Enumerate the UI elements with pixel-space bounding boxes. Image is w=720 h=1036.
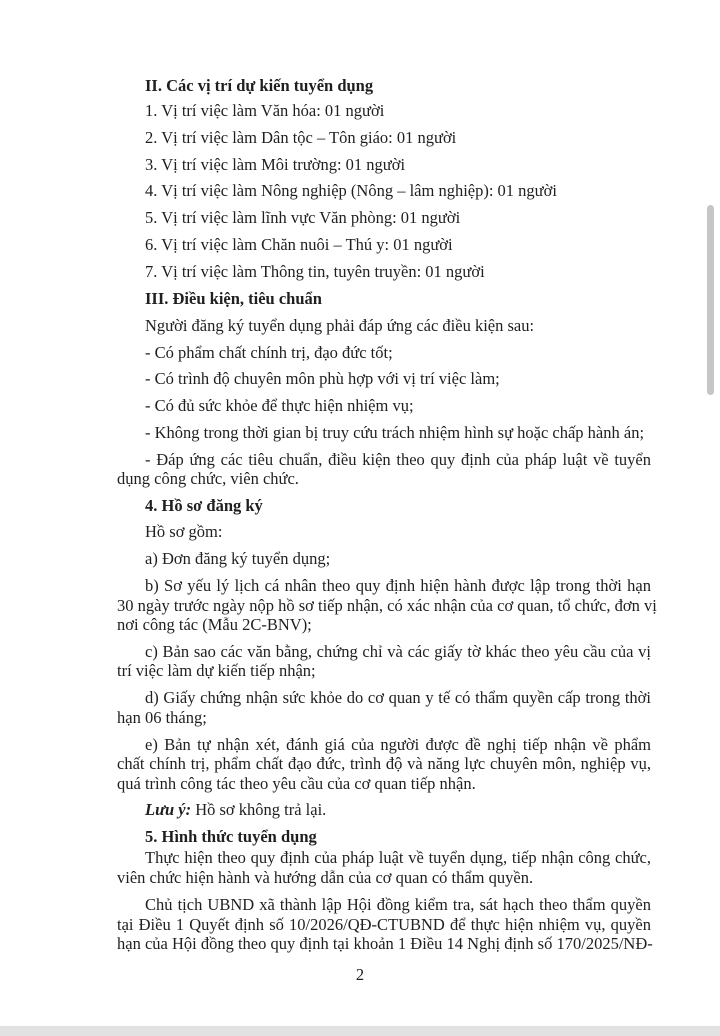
position-item: 7. Vị trí việc làm Thông tin, tuyên truyền: 01 người	[145, 262, 485, 281]
position-item: 3. Vị trí việc làm Môi trường: 01 người	[145, 155, 406, 174]
dossier-item-b-line: 30 ngày trước ngày nộp hồ sơ tiếp nhận, có xác nhận của cơ quan, tổ chức, đơn vị	[117, 596, 657, 615]
recruitment-paragraph-line: viên chức hiện hành và hướng dẫn của cơ quan có thẩm quyền.	[117, 868, 534, 887]
section-heading-dossier: 4. Hồ sơ đăng ký	[145, 496, 263, 515]
council-paragraph-line: hạn của Hội đồng theo quy định tại khoản 1 Điều 14 Nghị định số 170/2025/NĐ-	[117, 934, 653, 953]
condition-item: - Không trong thời gian bị truy cứu trách nhiệm hình sự hoặc chấp hành án;	[145, 423, 645, 442]
council-paragraph: Chủ tịch UBND xã thành lập Hội đồng kiểm tra, sát hạch theo thẩm quyền	[145, 895, 651, 914]
dossier-item-d-line: hạn 06 tháng;	[117, 708, 207, 727]
condition-item: - Có đủ sức khỏe để thực hiện nhiệm vụ;	[145, 396, 414, 415]
dossier-item-c: c) Bản sao các văn bằng, chứng chỉ và các giấy tờ khác theo yêu cầu của vị	[145, 642, 651, 661]
position-item: 1. Vị trí việc làm Văn hóa: 01 người	[145, 101, 385, 120]
condition-item: - Đáp ứng các tiêu chuẩn, điều kiện theo quy định của pháp luật về tuyển	[145, 450, 651, 469]
position-item: 6. Vị trí việc làm Chăn nuôi – Thú y: 01 người	[145, 235, 453, 254]
scrollbar-thumb[interactable]	[707, 205, 714, 395]
section-heading-positions: II. Các vị trí dự kiến tuyển dụng	[145, 76, 374, 95]
note-label: Lưu ý:	[145, 800, 192, 819]
dossier-item-e-line: quá trình công tác theo yêu cầu của cơ quan tiếp nhận.	[117, 774, 476, 793]
position-item: 5. Vị trí việc làm lĩnh vực Văn phòng: 01 người	[145, 208, 461, 227]
position-item: 2. Vị trí việc làm Dân tộc – Tôn giáo: 01 người	[145, 128, 457, 147]
recruitment-paragraph: Thực hiện theo quy định của pháp luật về tuyển dụng, tiếp nhận công chức,	[145, 848, 651, 867]
viewer-bottom-edge	[0, 1026, 720, 1036]
council-paragraph-line: tại Điều 1 Quyết định số 10/2026/QĐ-CTUBND để thực hiện nhiệm vụ, quyền	[117, 915, 651, 934]
page-number: 2	[355, 965, 365, 984]
dossier-item-c-line: trí việc làm dự kiến tiếp nhận;	[117, 661, 316, 680]
dossier-item-b-line: nơi công tác (Mẫu 2C-BNV);	[117, 615, 312, 634]
condition-item: - Có trình độ chuyên môn phù hợp với vị trí việc làm;	[145, 369, 500, 388]
dossier-item-e: e) Bản tự nhận xét, đánh giá của người được đề nghị tiếp nhận về phẩm	[145, 735, 651, 754]
condition-item-continuation: dụng công chức, viên chức.	[117, 469, 299, 488]
dossier-intro: Hồ sơ gồm:	[145, 522, 223, 541]
note-text: Hồ sơ không trả lại.	[191, 800, 327, 819]
dossier-item-a: a) Đơn đăng ký tuyển dụng;	[145, 549, 331, 568]
position-item: 4. Vị trí việc làm Nông nghiệp (Nông – lâm nghiệp): 01 người	[145, 181, 557, 200]
dossier-item-e-line: chất chính trị, phẩm chất đạo đức, trình độ và năng lực chuyên môn, nghiệp vụ,	[117, 754, 651, 773]
dossier-item-b: b) Sơ yếu lý lịch cá nhân theo quy định hiện hành được lập trong thời hạn	[145, 576, 651, 595]
section-heading-conditions: III. Điều kiện, tiêu chuẩn	[145, 289, 322, 308]
dossier-item-d: d) Giấy chứng nhận sức khỏe do cơ quan y tế có thẩm quyền cấp trong thời	[145, 688, 651, 707]
dossier-note	[145, 800, 326, 820]
section-heading-recruitment-form: 5. Hình thức tuyển dụng	[145, 827, 317, 846]
condition-item: - Có phẩm chất chính trị, đạo đức tốt;	[145, 343, 393, 362]
conditions-intro: Người đăng ký tuyển dụng phải đáp ứng các điều kiện sau:	[145, 316, 535, 335]
